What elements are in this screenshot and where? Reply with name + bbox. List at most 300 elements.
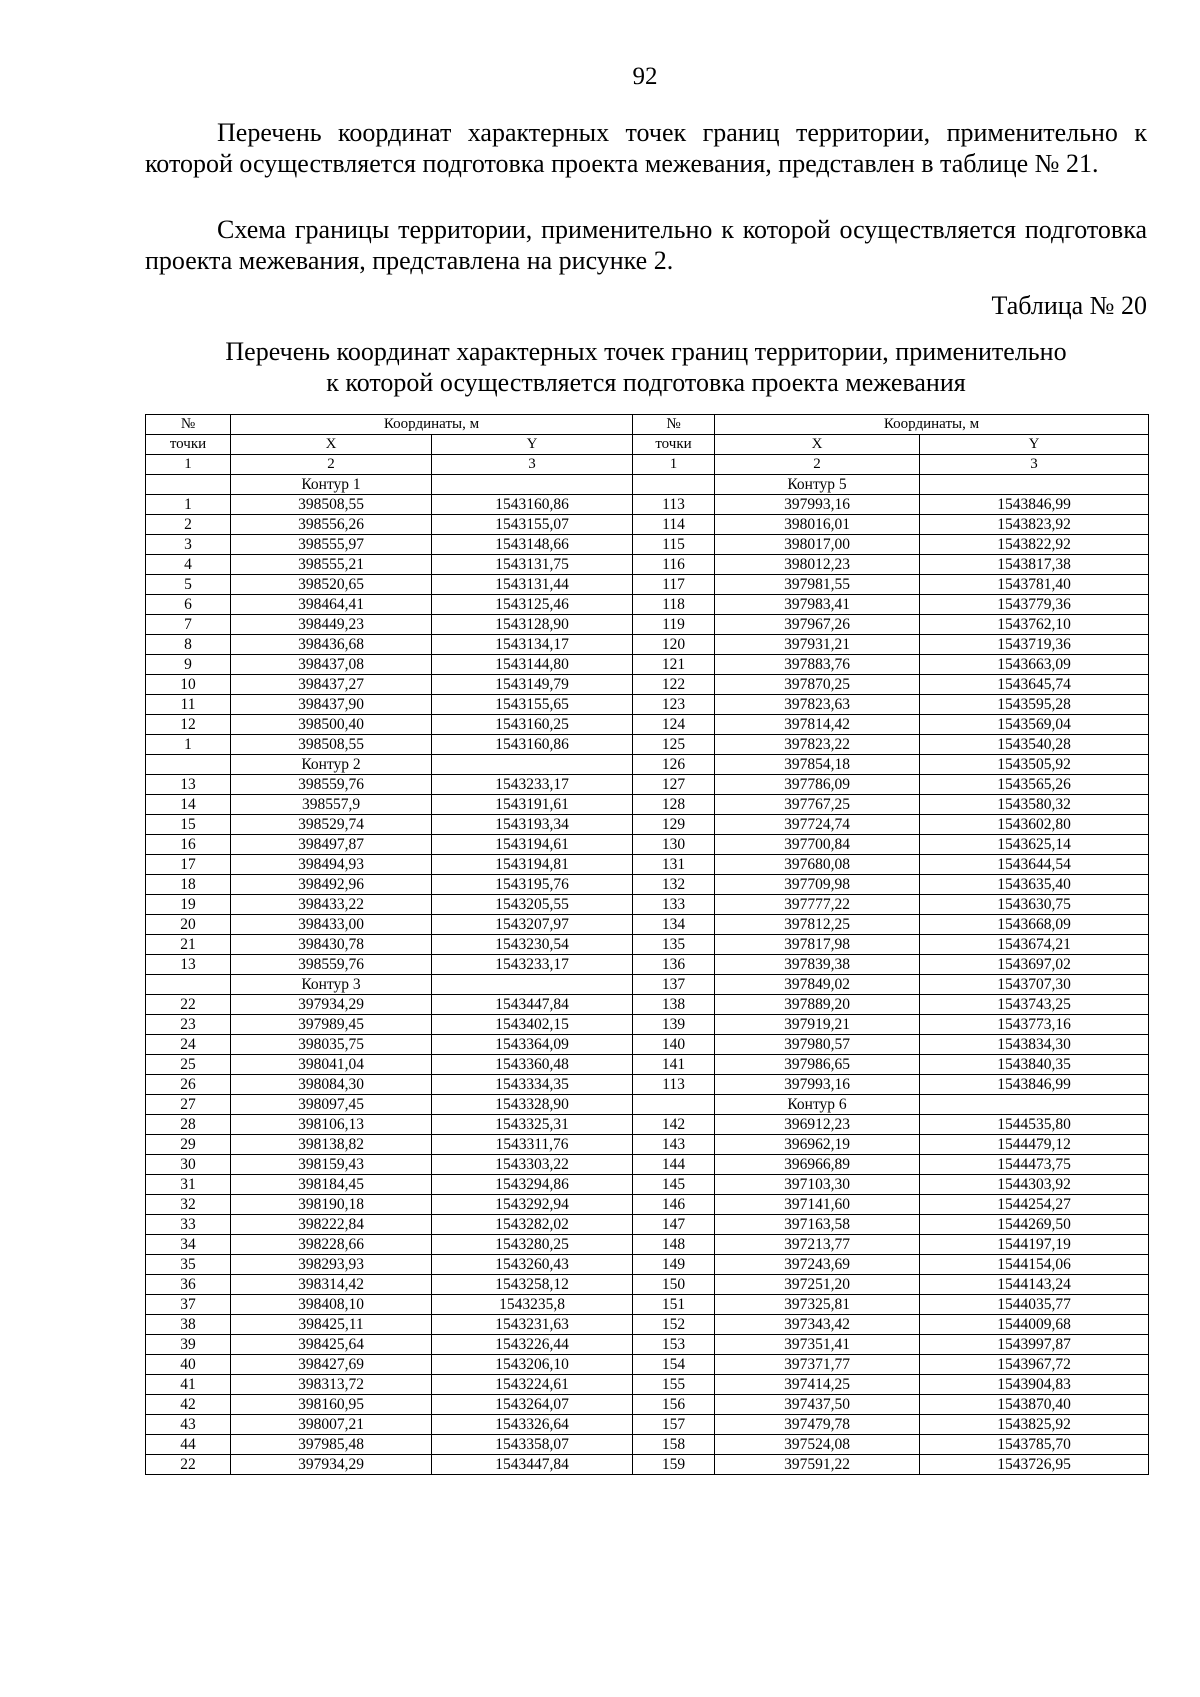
right-x-coordinate: 397767,25 [715,795,920,815]
right-y-coordinate: 1544535,80 [920,1115,1149,1135]
right-point-number: 157 [633,1415,715,1435]
right-point-number: 143 [633,1135,715,1155]
right-x-coordinate: 397103,30 [715,1175,920,1195]
right-point-number: 152 [633,1315,715,1335]
left-x-coordinate: 398427,69 [231,1355,432,1375]
table-row [146,1095,1149,1115]
right-y-coordinate: 1543719,36 [920,635,1149,655]
table-row [146,1295,1149,1315]
left-point-number: 15 [146,815,231,835]
right-y-coordinate: 1543846,99 [920,1075,1149,1095]
left-point-number: 33 [146,1215,231,1235]
left-y-coordinate: 1543160,86 [432,735,633,755]
table-row [146,1315,1149,1335]
right-y-coordinate: 1543773,16 [920,1015,1149,1035]
right-point-number: 140 [633,1035,715,1055]
header-point-label-right: точки [633,435,715,455]
right-point-number: 117 [633,575,715,595]
right-x-coordinate: 397351,41 [715,1335,920,1355]
left-point-number: 7 [146,615,231,635]
right-point-number: 120 [633,635,715,655]
right-point-number: 155 [633,1375,715,1395]
left-point-number: 6 [146,595,231,615]
right-x-coordinate: 397839,38 [715,955,920,975]
page-number: 92 [632,63,658,90]
left-y-coordinate: 1543160,25 [432,715,633,735]
right-y-coordinate: 1543540,28 [920,735,1149,755]
table-row [146,815,1149,835]
left-y-coordinate: 1543207,97 [432,915,633,935]
left-y-coordinate: 1543205,55 [432,895,633,915]
right-point-number: 139 [633,1015,715,1035]
right-point-number: 144 [633,1155,715,1175]
left-y-coordinate: 1543194,61 [432,835,633,855]
right-x-coordinate: 397817,98 [715,935,920,955]
left-y-coordinate: 1543258,12 [432,1275,633,1295]
table-label: Таблица № 20 [991,291,1147,320]
table-row [146,1415,1149,1435]
left-x-coordinate: 398437,27 [231,675,432,695]
left-x-coordinate: Контур 1 [231,475,432,495]
left-x-coordinate: 398007,21 [231,1415,432,1435]
right-x-coordinate: 397814,42 [715,715,920,735]
right-y-coordinate: 1544197,19 [920,1235,1149,1255]
right-point-number: 119 [633,615,715,635]
table-row [146,875,1149,895]
left-point-number: 44 [146,1435,231,1455]
right-x-coordinate: 397591,22 [715,1455,920,1475]
right-y-coordinate: 1543779,36 [920,595,1149,615]
right-point-number: 151 [633,1295,715,1315]
left-point-number: 1 [146,495,231,515]
table-row [146,1435,1149,1455]
left-point-number: 14 [146,795,231,815]
left-x-coordinate: 398084,30 [231,1075,432,1095]
left-point-number: 23 [146,1015,231,1035]
right-x-coordinate: 397709,98 [715,875,920,895]
left-point-number: 25 [146,1055,231,1075]
left-point-number: 43 [146,1415,231,1435]
right-x-coordinate: 397849,02 [715,975,920,995]
right-y-coordinate: 1543697,02 [920,955,1149,975]
table-row [146,975,1149,995]
left-point-number: 35 [146,1255,231,1275]
left-y-coordinate: 1543206,10 [432,1355,633,1375]
right-y-coordinate: 1544154,06 [920,1255,1149,1275]
right-y-coordinate: 1543822,92 [920,535,1149,555]
left-y-coordinate: 1543360,48 [432,1055,633,1075]
left-x-coordinate: 398492,96 [231,875,432,895]
left-x-coordinate: 398559,76 [231,775,432,795]
right-x-coordinate: 397980,57 [715,1035,920,1055]
right-point-number: 159 [633,1455,715,1475]
left-x-coordinate: 398184,45 [231,1175,432,1195]
right-x-coordinate: 397163,58 [715,1215,920,1235]
right-x-coordinate: 397993,16 [715,1075,920,1095]
left-y-coordinate: 1543148,66 [432,535,633,555]
right-point-number: 128 [633,795,715,815]
right-point-number: 158 [633,1435,715,1455]
right-x-coordinate: 397414,25 [715,1375,920,1395]
table-header [146,415,1149,475]
left-x-coordinate: 398557,9 [231,795,432,815]
right-x-coordinate: 397823,22 [715,735,920,755]
column-number-3-left: 3 [432,455,633,475]
left-x-coordinate: 398159,43 [231,1155,432,1175]
left-x-coordinate: 398430,78 [231,935,432,955]
header-x-left: X [231,435,432,455]
right-x-coordinate: 396962,19 [715,1135,920,1155]
right-y-coordinate: 1544254,27 [920,1195,1149,1215]
right-point-number: 127 [633,775,715,795]
left-point-number [146,475,231,495]
header-row-2 [146,435,1149,455]
left-y-coordinate: 1543280,25 [432,1235,633,1255]
column-number-1-left: 1 [146,455,231,475]
left-x-coordinate: Контур 2 [231,755,432,775]
intro-paragraph-1-text: Перечень координат характерных точек границ территории, применительно к которой осуществляется подготовка проекта межевания, представлен в таблице № 21. [145,118,1147,178]
left-point-number: 10 [146,675,231,695]
table-row [146,1015,1149,1035]
right-point-number: 114 [633,515,715,535]
right-y-coordinate: 1543668,09 [920,915,1149,935]
table-row [146,755,1149,775]
table-row [146,775,1149,795]
left-y-coordinate: 1543311,76 [432,1135,633,1155]
table-row [146,475,1149,495]
table-title-line-2: к которой осуществляется подготовка проекта межевания [326,368,966,397]
left-y-coordinate: 1543325,31 [432,1115,633,1135]
right-point-number: 129 [633,815,715,835]
left-point-number: 13 [146,955,231,975]
left-point-number: 19 [146,895,231,915]
right-x-coordinate: 397777,22 [715,895,920,915]
right-x-coordinate: 398016,01 [715,515,920,535]
right-point-number: 123 [633,695,715,715]
header-coords-right: Координаты, м [715,415,1149,435]
right-point-number: 134 [633,915,715,935]
left-point-number: 37 [146,1295,231,1315]
left-y-coordinate: 1543155,65 [432,695,633,715]
header-point-number-left: № [146,415,231,435]
right-point-number: 130 [633,835,715,855]
right-point-number: 156 [633,1395,715,1415]
right-y-coordinate: 1543726,95 [920,1455,1149,1475]
left-x-coordinate: 398313,72 [231,1375,432,1395]
table-row [146,1195,1149,1215]
right-point-number: 133 [633,895,715,915]
left-y-coordinate: 1543224,61 [432,1375,633,1395]
table-row [146,675,1149,695]
left-point-number: 2 [146,515,231,535]
table-row [146,855,1149,875]
left-point-number: 38 [146,1315,231,1335]
left-point-number: 9 [146,655,231,675]
left-y-coordinate: 1543131,75 [432,555,633,575]
right-y-coordinate: 1543785,70 [920,1435,1149,1455]
table-row [146,1175,1149,1195]
right-x-coordinate: 397371,77 [715,1355,920,1375]
right-point-number: 141 [633,1055,715,1075]
left-point-number: 5 [146,575,231,595]
right-y-coordinate: 1543635,40 [920,875,1149,895]
right-y-coordinate: 1543674,21 [920,935,1149,955]
right-point-number: 122 [633,675,715,695]
right-y-coordinate: 1544473,75 [920,1155,1149,1175]
right-y-coordinate: 1543743,25 [920,995,1149,1015]
right-x-coordinate: 398012,23 [715,555,920,575]
column-number-1-right: 1 [633,455,715,475]
header-point-number-right: № [633,415,715,435]
right-x-coordinate: 397931,21 [715,635,920,655]
right-point-number: 154 [633,1355,715,1375]
right-x-coordinate: 397967,26 [715,615,920,635]
right-point-number: 138 [633,995,715,1015]
right-x-coordinate: 397141,60 [715,1195,920,1215]
left-y-coordinate: 1543328,90 [432,1095,633,1115]
left-x-coordinate: 398555,97 [231,535,432,555]
left-x-coordinate: 398494,93 [231,855,432,875]
left-x-coordinate: 398508,55 [231,495,432,515]
right-x-coordinate: 397437,50 [715,1395,920,1415]
table-row [146,995,1149,1015]
left-x-coordinate: Контур 3 [231,975,432,995]
right-y-coordinate: 1543663,09 [920,655,1149,675]
left-x-coordinate: 398437,08 [231,655,432,675]
left-point-number: 36 [146,1275,231,1295]
right-y-coordinate: 1543846,99 [920,495,1149,515]
right-point-number: 132 [633,875,715,895]
left-point-number: 22 [146,995,231,1015]
right-y-coordinate: 1543967,72 [920,1355,1149,1375]
right-x-coordinate: 397479,78 [715,1415,920,1435]
right-y-coordinate: 1543569,04 [920,715,1149,735]
left-x-coordinate: 398437,90 [231,695,432,715]
right-point-number: 118 [633,595,715,615]
left-x-coordinate: 398035,75 [231,1035,432,1055]
right-y-coordinate: 1543707,30 [920,975,1149,995]
left-point-number: 30 [146,1155,231,1175]
right-point-number: 116 [633,555,715,575]
left-y-coordinate: 1543226,44 [432,1335,633,1355]
table-row [146,955,1149,975]
left-x-coordinate: 398556,26 [231,515,432,535]
right-y-coordinate: 1544303,92 [920,1175,1149,1195]
table-row [146,1075,1149,1095]
left-x-coordinate: 398497,87 [231,835,432,855]
right-x-coordinate: 396912,23 [715,1115,920,1135]
left-x-coordinate: 398293,93 [231,1255,432,1275]
right-point-number: 124 [633,715,715,735]
right-point-number: 115 [633,535,715,555]
left-x-coordinate: 398138,82 [231,1135,432,1155]
table-row [146,635,1149,655]
left-y-coordinate: 1543230,54 [432,935,633,955]
right-x-coordinate: 397983,41 [715,595,920,615]
table-row [146,935,1149,955]
right-y-coordinate: 1544035,77 [920,1295,1149,1315]
left-x-coordinate: 398508,55 [231,735,432,755]
left-y-coordinate: 1543149,79 [432,675,633,695]
left-x-coordinate: 397985,48 [231,1435,432,1455]
left-x-coordinate: 398425,64 [231,1335,432,1355]
left-x-coordinate: 398529,74 [231,815,432,835]
header-coords-left: Координаты, м [231,415,633,435]
right-point-number: 145 [633,1175,715,1195]
right-x-coordinate: 397981,55 [715,575,920,595]
right-point-number: 113 [633,1075,715,1095]
left-x-coordinate: 398222,84 [231,1215,432,1235]
left-y-coordinate: 1543131,44 [432,575,633,595]
table-row [146,1275,1149,1295]
header-y-right: Y [920,435,1149,455]
left-x-coordinate: 398449,23 [231,615,432,635]
left-y-coordinate: 1543231,63 [432,1315,633,1335]
right-y-coordinate: 1544009,68 [920,1315,1149,1335]
right-x-coordinate: 398017,00 [715,535,920,555]
left-x-coordinate: 398408,10 [231,1295,432,1315]
left-point-number: 16 [146,835,231,855]
right-x-coordinate: 397243,69 [715,1255,920,1275]
left-x-coordinate: 398433,22 [231,895,432,915]
left-x-coordinate: 398555,21 [231,555,432,575]
left-y-coordinate: 1543402,15 [432,1015,633,1035]
left-point-number: 26 [146,1075,231,1095]
right-y-coordinate: 1543595,28 [920,695,1149,715]
left-x-coordinate: 397934,29 [231,995,432,1015]
left-point-number: 39 [146,1335,231,1355]
right-y-coordinate: 1543825,92 [920,1415,1149,1435]
table-row [146,1035,1149,1055]
right-x-coordinate: 397213,77 [715,1235,920,1255]
right-y-coordinate: 1543870,40 [920,1395,1149,1415]
right-point-number: 137 [633,975,715,995]
left-x-coordinate: 398464,41 [231,595,432,615]
right-point-number: 142 [633,1115,715,1135]
left-point-number: 41 [146,1375,231,1395]
right-y-coordinate: 1544143,24 [920,1275,1149,1295]
left-y-coordinate [432,755,633,775]
right-x-coordinate: 397812,25 [715,915,920,935]
header-x-right: X [715,435,920,455]
table-row [146,595,1149,615]
right-x-coordinate: Контур 5 [715,475,920,495]
left-x-coordinate: 398500,40 [231,715,432,735]
left-x-coordinate: 398041,04 [231,1055,432,1075]
left-point-number: 11 [146,695,231,715]
left-y-coordinate: 1543191,61 [432,795,633,815]
left-y-coordinate: 1543125,46 [432,595,633,615]
table-row [146,555,1149,575]
right-point-number: 150 [633,1275,715,1295]
table-body [146,475,1149,1475]
table-row [146,1055,1149,1075]
right-x-coordinate: 397524,08 [715,1435,920,1455]
intro-paragraph-1 [145,117,1147,179]
left-x-coordinate: 398433,00 [231,915,432,935]
table-row [146,615,1149,635]
table-row [146,795,1149,815]
left-point-number [146,755,231,775]
left-point-number: 28 [146,1115,231,1135]
right-point-number: 153 [633,1335,715,1355]
left-point-number: 4 [146,555,231,575]
right-point-number: 148 [633,1235,715,1255]
table-row [146,1335,1149,1355]
right-y-coordinate: 1544479,12 [920,1135,1149,1155]
left-y-coordinate: 1543128,90 [432,615,633,635]
header-row-1 [146,415,1149,435]
right-point-number [633,475,715,495]
left-point-number: 3 [146,535,231,555]
right-x-coordinate: 397854,18 [715,755,920,775]
left-y-coordinate: 1543195,76 [432,875,633,895]
left-y-coordinate: 1543447,84 [432,995,633,1015]
table-row [146,1115,1149,1135]
left-x-coordinate: 398520,65 [231,575,432,595]
left-y-coordinate: 1543194,81 [432,855,633,875]
right-x-coordinate: Контур 6 [715,1095,920,1115]
table-row [146,1255,1149,1275]
right-y-coordinate: 1543580,32 [920,795,1149,815]
table-row [146,1455,1149,1475]
right-y-coordinate: 1543625,14 [920,835,1149,855]
right-y-coordinate: 1543840,35 [920,1055,1149,1075]
left-x-coordinate: 398190,18 [231,1195,432,1215]
left-y-coordinate: 1543294,86 [432,1175,633,1195]
left-point-number: 34 [146,1235,231,1255]
right-y-coordinate: 1543602,80 [920,815,1149,835]
right-y-coordinate: 1543644,54 [920,855,1149,875]
right-x-coordinate: 397724,74 [715,815,920,835]
right-y-coordinate: 1543997,87 [920,1335,1149,1355]
left-point-number: 40 [146,1355,231,1375]
left-x-coordinate: 398106,13 [231,1115,432,1135]
table-row [146,1215,1149,1235]
table-row [146,715,1149,735]
table-row [146,535,1149,555]
right-point-number: 121 [633,655,715,675]
left-y-coordinate: 1543292,94 [432,1195,633,1215]
right-x-coordinate: 397325,81 [715,1295,920,1315]
left-x-coordinate: 397989,45 [231,1015,432,1035]
left-point-number: 27 [146,1095,231,1115]
header-y-left: Y [432,435,633,455]
left-point-number: 17 [146,855,231,875]
table-row [146,1395,1149,1415]
left-x-coordinate: 398314,42 [231,1275,432,1295]
left-y-coordinate: 1543364,09 [432,1035,633,1055]
table-title [145,336,1147,398]
left-y-coordinate: 1543134,17 [432,635,633,655]
left-y-coordinate: 1543193,34 [432,815,633,835]
header-point-label-left: точки [146,435,231,455]
table-row [146,835,1149,855]
left-y-coordinate: 1543235,8 [432,1295,633,1315]
right-x-coordinate: 397680,08 [715,855,920,875]
right-y-coordinate [920,475,1149,495]
table-row [146,915,1149,935]
right-y-coordinate [920,1095,1149,1115]
right-point-number: 125 [633,735,715,755]
right-point-number [633,1095,715,1115]
right-x-coordinate: 397823,63 [715,695,920,715]
left-y-coordinate: 1543233,17 [432,955,633,975]
right-y-coordinate: 1543817,38 [920,555,1149,575]
right-x-coordinate: 397786,09 [715,775,920,795]
left-point-number: 24 [146,1035,231,1055]
left-point-number: 18 [146,875,231,895]
